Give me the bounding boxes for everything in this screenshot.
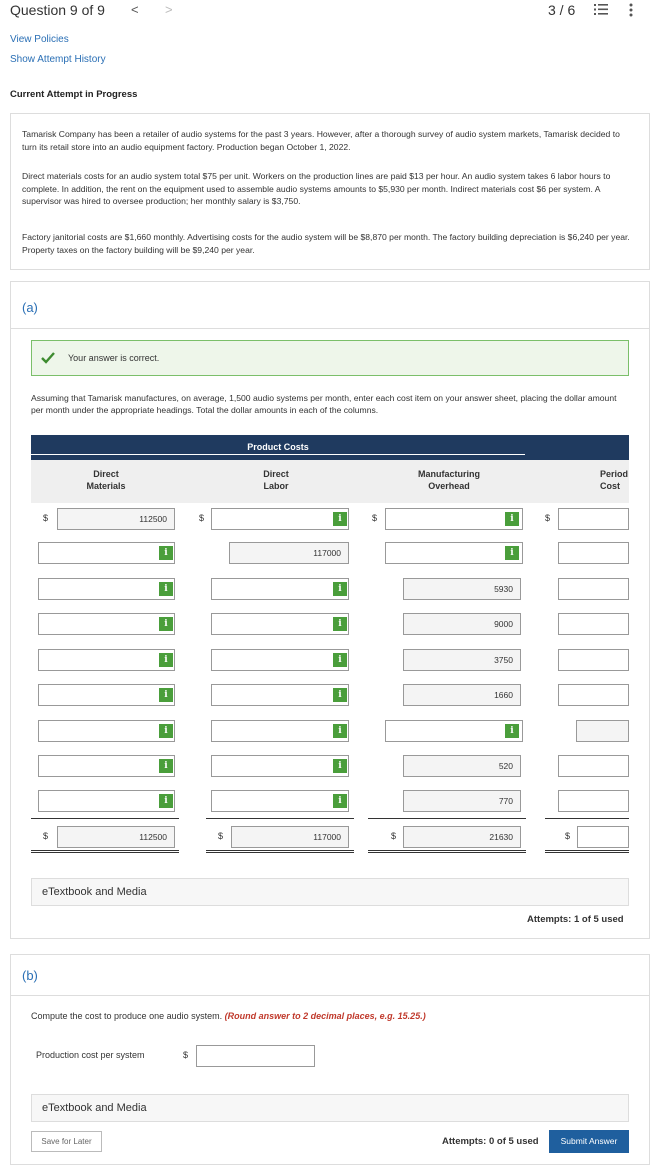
period-total-input[interactable] [577, 826, 629, 848]
compute-text: Compute the cost to produce one audio system. [31, 1011, 223, 1021]
info-icon[interactable]: i [159, 688, 173, 702]
dm-total-input[interactable] [57, 826, 175, 848]
info-icon[interactable]: i [159, 582, 173, 596]
sum-rule [368, 818, 526, 819]
info-icon[interactable]: i [159, 617, 173, 631]
part-a-attempts: Attempts: 1 of 5 used [527, 914, 624, 925]
period-row2-input[interactable] [558, 542, 629, 564]
dollar-sign: $ [218, 831, 224, 841]
moh-total-input[interactable] [403, 826, 521, 848]
problem-statement [10, 113, 650, 270]
total-double-rule [368, 850, 526, 853]
moh-row6-value: 1660 [494, 690, 513, 700]
dl-row8-input[interactable] [211, 755, 349, 777]
dm-total-value: 112500 [139, 832, 167, 842]
sum-rule [545, 818, 629, 819]
period-row7-input[interactable] [576, 720, 629, 742]
moh-total-value: 21630 [489, 832, 513, 842]
info-icon[interactable]: i [333, 794, 347, 808]
period-row1-input[interactable] [558, 508, 629, 530]
total-double-rule [545, 850, 629, 853]
problem-paragraph-3: Factory janitorial costs are $1,660 monthly. Advertising costs for the audio system will be $8,870 per month. The factory building depreciation is $6,240 per year. Property taxes on the factory building will be $9,240 per year. [22, 232, 630, 255]
part-b-label: (b) [22, 968, 38, 983]
correct-answer-banner [31, 340, 629, 376]
dollar-sign: $ [545, 513, 551, 523]
info-icon[interactable]: i [333, 512, 347, 526]
info-icon[interactable]: i [159, 724, 173, 738]
kebab-menu-icon[interactable] [628, 2, 634, 18]
checkmark-icon [41, 352, 55, 364]
info-icon[interactable]: i [505, 512, 519, 526]
etextbook-media-link[interactable] [31, 878, 629, 906]
moh-row1-input[interactable] [385, 508, 523, 530]
product-costs-header [31, 435, 629, 460]
moh-row2-input[interactable] [385, 542, 523, 564]
dl-row6-input[interactable] [211, 684, 349, 706]
dl-row1-input[interactable] [211, 508, 349, 530]
col-manufacturing-overhead: Manufacturing Overhead [418, 469, 480, 491]
dl-row7-input[interactable] [211, 720, 349, 742]
period-row9-input[interactable] [558, 790, 629, 812]
dl-row2-input[interactable] [229, 542, 349, 564]
info-icon[interactable]: i [333, 759, 347, 773]
info-icon[interactable]: i [333, 688, 347, 702]
dm-row6-input[interactable] [38, 684, 175, 706]
col-period-cost-clip [600, 460, 629, 503]
total-double-rule [31, 850, 179, 853]
col-direct-labor: Direct Labor [263, 469, 289, 491]
dl-row5-input[interactable] [211, 649, 349, 671]
etextbook-media-label: eTextbook and Media [42, 886, 147, 898]
etextbook-media-link[interactable] [31, 1094, 629, 1122]
dl-row3-input[interactable] [211, 578, 349, 600]
production-cost-input[interactable] [196, 1045, 315, 1067]
period-row5-input[interactable] [558, 649, 629, 671]
dm-row2-input[interactable] [38, 542, 175, 564]
question-title: Question 9 of 9 [10, 2, 105, 18]
list-icon[interactable] [594, 3, 608, 16]
moh-row5-input[interactable] [403, 649, 521, 671]
next-question-button[interactable]: > [165, 2, 173, 17]
total-double-rule [206, 850, 354, 853]
moh-row5-value: 3750 [494, 655, 513, 665]
info-icon[interactable]: i [333, 724, 347, 738]
product-costs-title: Product Costs [247, 442, 309, 452]
dm-row8-input[interactable] [38, 755, 175, 777]
period-row3-input[interactable] [558, 578, 629, 600]
dm-row1-input[interactable] [57, 508, 175, 530]
moh-row3-value: 5930 [494, 584, 513, 594]
dollar-sign: $ [565, 831, 571, 841]
info-icon[interactable]: i [505, 546, 519, 560]
period-row6-input[interactable] [558, 684, 629, 706]
dollar-sign: $ [43, 831, 49, 841]
dollar-sign: $ [372, 513, 378, 523]
dm-row4-input[interactable] [38, 613, 175, 635]
correct-message: Your answer is correct. [68, 353, 160, 363]
dl-row4-input[interactable] [211, 613, 349, 635]
current-attempt-heading: Current Attempt in Progress [10, 89, 138, 100]
part-a-label: (a) [22, 300, 38, 315]
product-costs-underline [31, 454, 525, 455]
period-row8-input[interactable] [558, 755, 629, 777]
info-icon[interactable]: i [333, 653, 347, 667]
save-for-later-button[interactable]: Save for Later [31, 1131, 102, 1152]
part-b-attempts: Attempts: 0 of 5 used [442, 1136, 539, 1147]
attempt-history-link[interactable]: Show Attempt History [10, 54, 106, 65]
moh-row9-value: 770 [498, 796, 513, 806]
moh-row8-input[interactable] [403, 755, 521, 777]
moh-row9-input[interactable] [403, 790, 521, 812]
info-icon[interactable]: i [505, 724, 519, 738]
rounding-note: (Round answer to 2 decimal places, e.g. 15.25.) [224, 1011, 426, 1021]
dm-row5-input[interactable] [38, 649, 175, 671]
col-period-cost: Period Cost [600, 469, 629, 491]
dl-total-value: 117000 [313, 832, 341, 842]
dl-row9-input[interactable] [211, 790, 349, 812]
info-icon[interactable]: i [333, 617, 347, 631]
dm-row9-input[interactable] [38, 790, 175, 812]
dollar-sign: $ [391, 831, 397, 841]
problem-paragraph-2: Direct materials costs for an audio system total $75 per unit. Workers on the production lines are paid $13 per hour. An audio system takes 6 labor hours to complete. In addition, the rent on the equipment used to assemble audio systems amounts to $5,930 per month. Indirect materials cost $6 per system. A supervisor was hired to oversee production; her monthly salary is $3,750. [22, 171, 611, 206]
etextbook-media-label: eTextbook and Media [42, 1102, 147, 1114]
compute-instructions [31, 1011, 426, 1021]
dollar-sign: $ [43, 513, 49, 523]
submit-answer-button[interactable]: Submit Answer [549, 1130, 629, 1153]
dm-row7-input[interactable] [38, 720, 175, 742]
part-a-header [10, 281, 650, 329]
instructions-text: Assuming that Tamarisk manufactures, on average, 1,500 audio systems per month, enter each cost item on your answer sheet, placing the dollar amount per month under the appropriate headings. Total the dollar amounts in each of the columns. [31, 393, 617, 415]
moh-row6-input[interactable] [403, 684, 521, 706]
dollar-sign: $ [199, 513, 205, 523]
dm-row3-input[interactable] [38, 578, 175, 600]
moh-row4-value: 9000 [494, 619, 513, 629]
info-icon[interactable]: i [333, 582, 347, 596]
info-icon[interactable]: i [159, 546, 173, 560]
dollar-sign: $ [183, 1050, 189, 1060]
moh-row4-input[interactable] [403, 613, 521, 635]
col-direct-materials: Direct Materials [86, 469, 126, 491]
info-icon[interactable]: i [159, 759, 173, 773]
dl-total-input[interactable] [231, 826, 349, 848]
dm-row1-value: 112500 [139, 514, 167, 524]
dl-row2-value: 117000 [313, 548, 341, 558]
period-row4-input[interactable] [558, 613, 629, 635]
sum-rule [31, 818, 179, 819]
top-bar [0, 0, 660, 24]
moh-row7-input[interactable] [385, 720, 523, 742]
part-b-header [10, 954, 650, 996]
prev-question-button[interactable]: < [131, 2, 139, 17]
progress-indicator: 3 / 6 [548, 2, 576, 18]
problem-paragraph-1: Tamarisk Company has been a retailer of audio systems for the past 3 years. However, after a thorough survey of audio system markets, Tamarisk decided to turn its retail store into an audio equipment factory. Production began October 1, 2022. [22, 129, 620, 152]
info-icon[interactable]: i [159, 794, 173, 808]
moh-row8-value: 520 [498, 761, 513, 771]
moh-row3-input[interactable] [403, 578, 521, 600]
view-policies-link[interactable]: View Policies [10, 34, 69, 45]
production-cost-label: Production cost per system [36, 1050, 145, 1060]
info-icon[interactable]: i [159, 653, 173, 667]
sum-rule [206, 818, 354, 819]
